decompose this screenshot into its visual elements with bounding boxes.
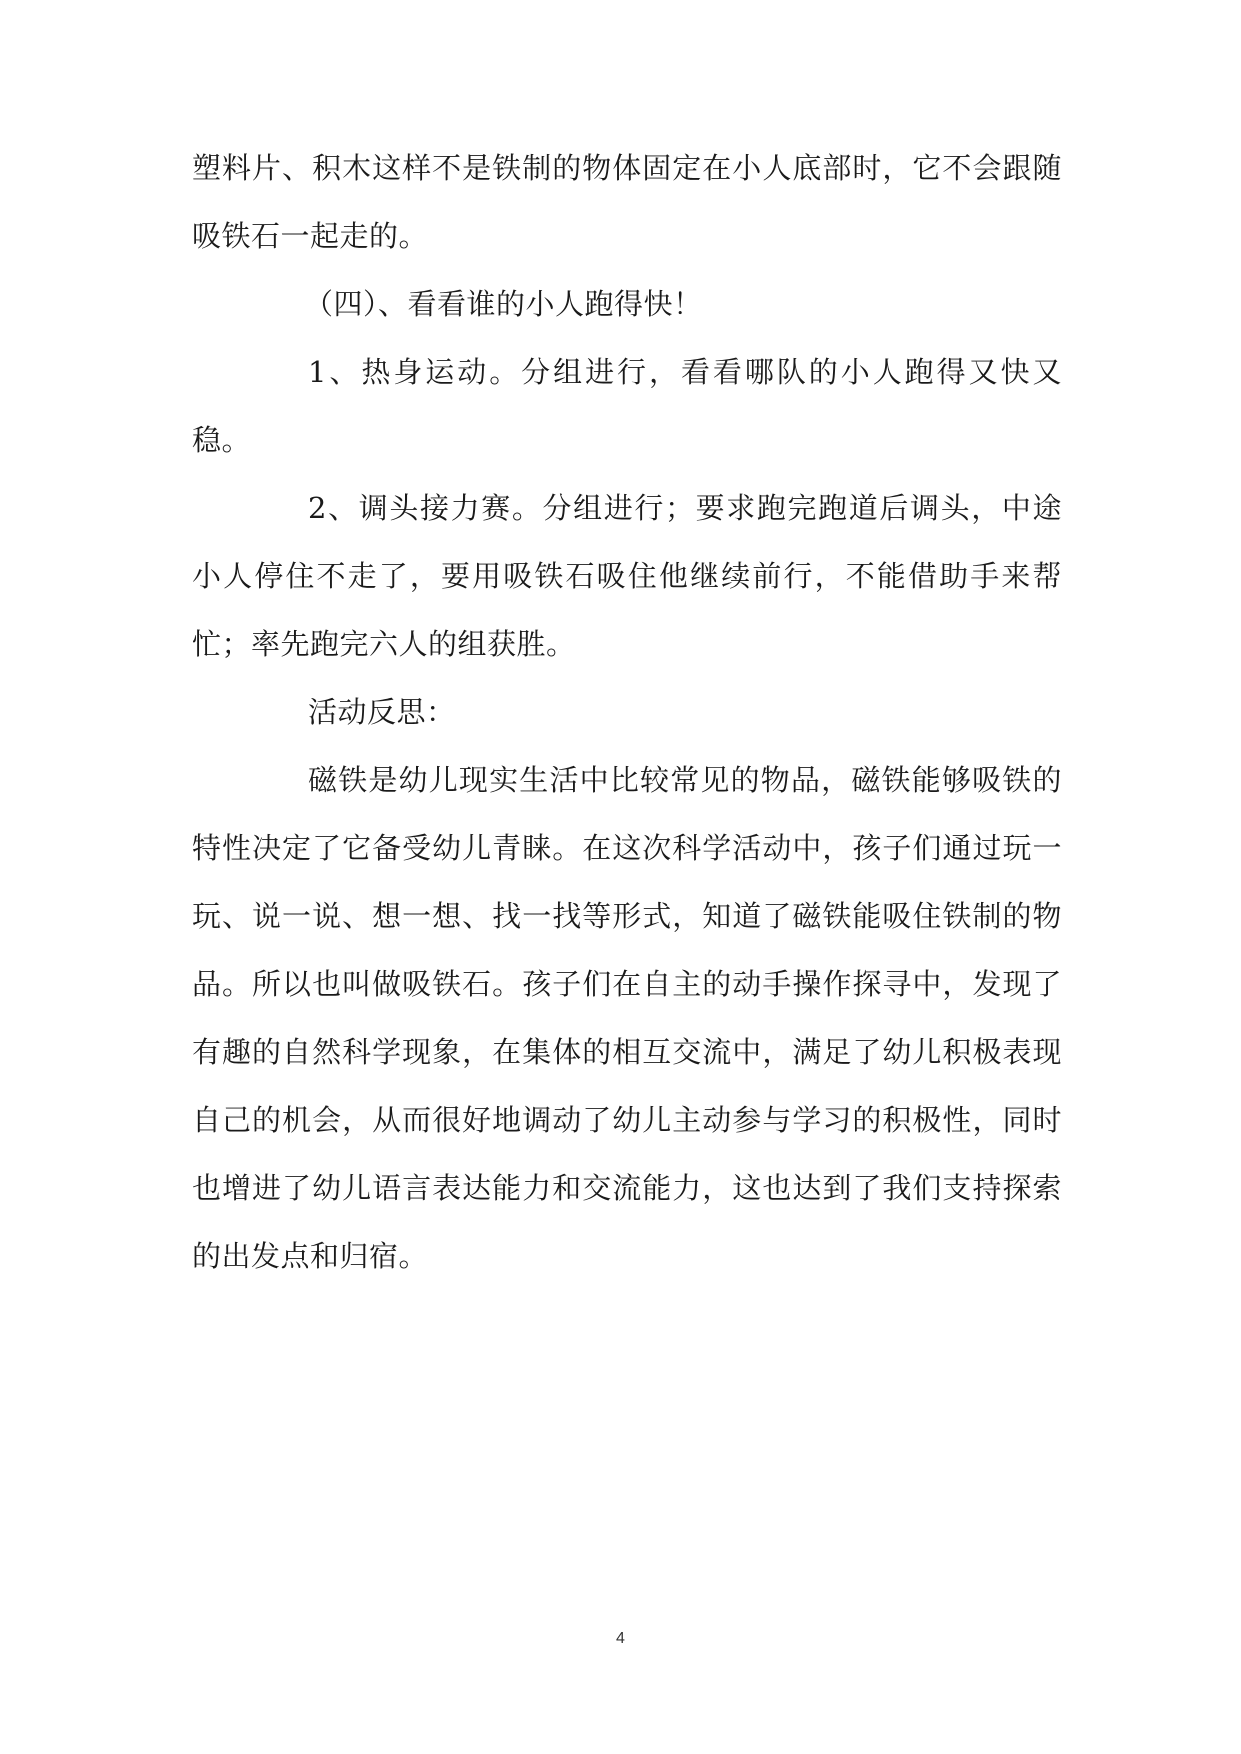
document-body: [192, 134, 1062, 1290]
paragraph-continuation: 塑料片、积木这样不是铁制的物体固定在小人底部时，它不会跟随吸铁石一起走的。: [192, 151, 1062, 253]
step-warmup: 1、热身运动。分组进行，看看哪队的小人跑得又快又稳。: [192, 355, 1062, 457]
page-number: 4: [616, 1630, 625, 1647]
step-relay: 2、调头接力赛。分组进行；要求跑完跑道后调头，中途小人停住不走了，要用吸铁石吸住他继续前行，不能借助手来帮忙；率先跑完六人的组获胜。: [192, 491, 1062, 661]
reflection-paragraph: 磁铁是幼儿现实生活中比较常见的物品，磁铁能够吸铁的特性决定了它备受幼儿青睐。在这次科学活动中，孩子们通过玩一玩、说一说、想一想、找一找等形式，知道了磁铁能吸住铁制的物品。所以也叫做吸铁石。孩子们在自主的动手操作探寻中，发现了有趣的自然科学现象，在集体的相互交流中，满足了幼儿积极表现自己的机会，从而很好地调动了幼儿主动参与学习的积极性，同时也增进了幼儿语言表达能力和交流能力，这也达到了我们支持探索的出发点和归宿。: [192, 763, 1062, 1273]
reflection-heading: 活动反思：: [308, 695, 456, 729]
section-heading: （四）、看看谁的小人跑得快！: [304, 287, 703, 321]
